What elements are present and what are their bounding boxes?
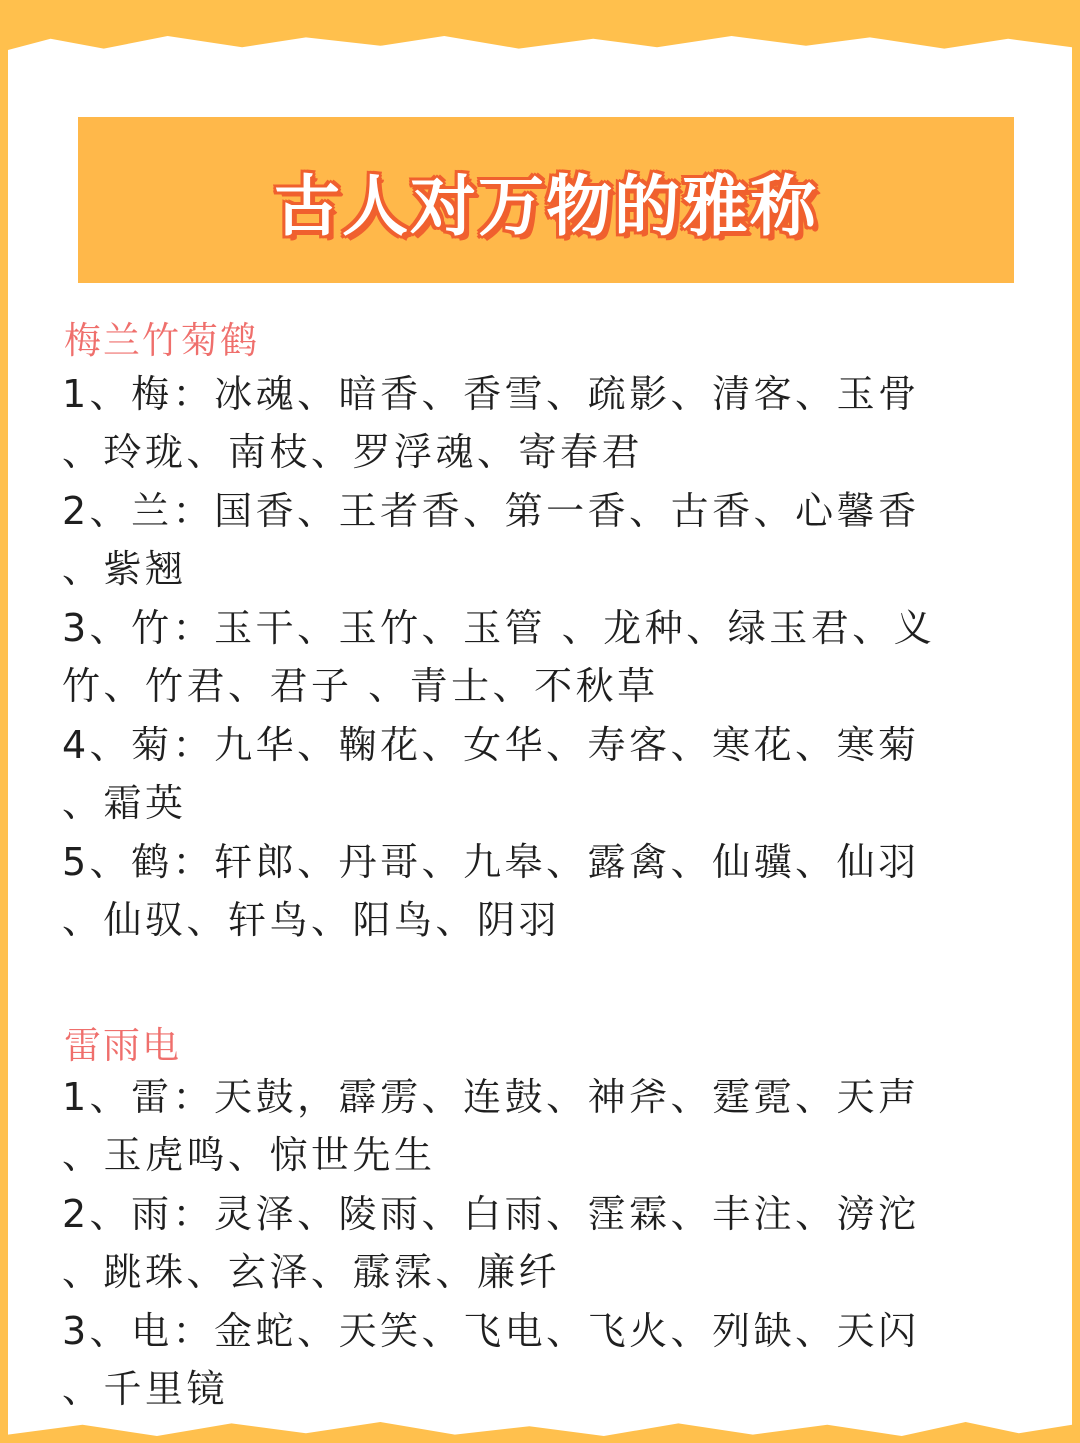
entry-line: 、千里镜 [62, 1367, 229, 1411]
entry-orchid [62, 482, 992, 598]
entry-thunder [62, 1068, 992, 1184]
page-title: 古人对万物的雅称 [274, 167, 818, 245]
entry-line: 竹、竹君、君子 、青士、不秋草 [62, 664, 659, 708]
entry-lightning [62, 1302, 992, 1418]
entry-line: 、霜英 [62, 781, 187, 825]
entry-line: 2、雨：灵泽、陵雨、白雨、霔霖、丰注、滂沱 [62, 1192, 920, 1236]
entry-crane [62, 833, 992, 949]
section-heading-2: 雷雨电 [64, 1024, 181, 1067]
entry-line: 1、雷：天鼓，霹雳、连鼓、神斧、霆霓、天声 [62, 1075, 920, 1119]
entry-line: 、玉虎鸣、惊世先生 [62, 1133, 436, 1177]
entry-line: 1、梅：冰魂、暗香、香雪、疏影、清客、玉骨 [62, 372, 920, 416]
entry-line: 5、鹤：轩郎、丹哥、九皋、露禽、仙骥、仙羽 [62, 840, 920, 884]
entry-line: 3、竹：玉干、玉竹、玉管 、龙种、绿玉君、义 [62, 606, 936, 650]
entry-plum [62, 365, 992, 481]
entry-bamboo [62, 599, 992, 715]
entry-line: 、仙驭、轩鸟、阳鸟、阴羽 [62, 898, 561, 942]
title-banner [78, 117, 1014, 283]
entry-rain [62, 1185, 992, 1301]
entry-line: 、紫翘 [62, 547, 187, 591]
entry-chrysanthemum [62, 716, 992, 832]
entry-line: 2、兰：国香、王者香、第一香、古香、心馨香 [62, 489, 920, 533]
section-heading-1: 梅兰竹菊鹤 [64, 319, 259, 362]
entry-line: 3、电：金蛇、天笑、飞电、飞火、列缺、天闪 [62, 1309, 920, 1353]
entry-line: 4、菊：九华、鞠花、女华、寿客、寒花、寒菊 [62, 723, 920, 767]
entry-line: 、跳珠、玄泽、霡霂、廉纤 [62, 1250, 561, 1294]
entry-line: 、玲珑、南枝、罗浮魂、寄春君 [62, 430, 644, 474]
